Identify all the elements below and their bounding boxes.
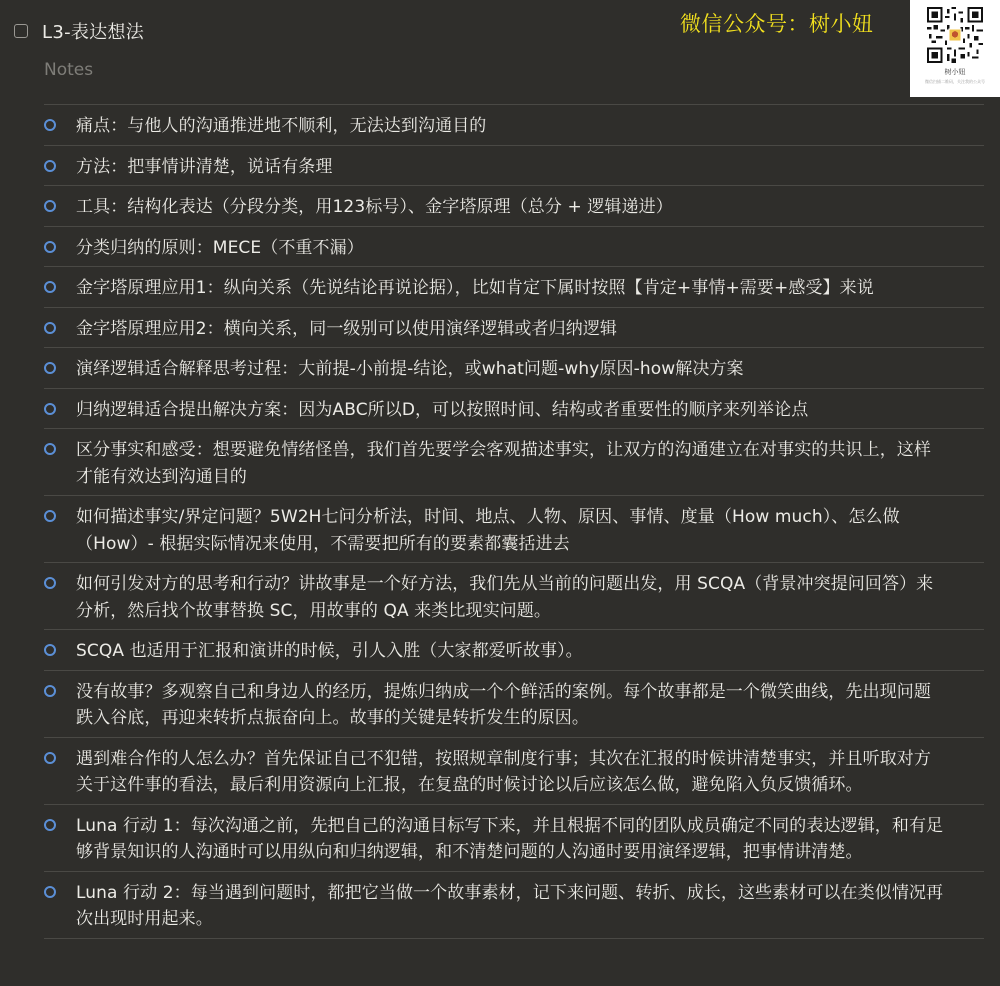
list-item-text[interactable]: 方法：把事情讲清楚，说话有条理 [76, 156, 333, 177]
list-item-text[interactable]: Luna 行动 2：每当遇到问题时，都把它当做一个故事素材，记下来问题、转折、成长，这些素材可以在类似情况再次出现时用起来。 [76, 882, 944, 929]
list-item [44, 388, 984, 429]
notes-field[interactable]: Notes [44, 60, 94, 80]
list-item-text[interactable]: Luna 行动 1：每次沟通之前，先把自己的沟通目标写下来，并且根据不同的团队成员确定不同的表达逻辑，和有足够背景知识的人沟通时可以用纵向和归纳逻辑，和不清楚问题的人沟通时要用演绎逻辑，把事情讲清楚。 [76, 815, 944, 862]
list-item [44, 804, 984, 871]
list-item-text[interactable]: 没有故事？多观察自己和身边人的经历，提炼归纳成一个个鲜活的案例。每个故事都是一个微笑曲线，先出现问题跌入谷底，再迎来转折点振奋向上。故事的关键是转折发生的原因。 [76, 681, 931, 728]
list-item [44, 428, 984, 495]
bullet-circle-icon[interactable] [44, 160, 56, 172]
qr-code-icon [927, 7, 983, 63]
bullet-circle-icon[interactable] [44, 644, 56, 656]
task-checkbox[interactable] [14, 24, 28, 38]
bullet-circle-icon[interactable] [44, 752, 56, 764]
qr-caption: 微信扫描二维码，关注我的公众号 [925, 79, 985, 84]
bullet-circle-icon[interactable] [44, 200, 56, 212]
qr-code-card [910, 0, 1000, 97]
bullet-circle-icon[interactable] [44, 281, 56, 293]
list-item-text[interactable]: SCQA 也适用于汇报和演讲的时候，引人入胜（大家都爱听故事）。 [76, 641, 583, 661]
bullet-circle-icon[interactable] [44, 443, 56, 455]
list-item [44, 145, 984, 186]
bullet-circle-icon[interactable] [44, 577, 56, 589]
list-item [44, 307, 984, 348]
wechat-watermark: 微信公众号：树小妞 [680, 12, 874, 36]
bullet-circle-icon[interactable] [44, 886, 56, 898]
list-item-text[interactable]: 如何描述事实/界定问题？5W2H七问分析法，时间、地点、人物、原因、事情、度量（How much）、怎么做（How）- 根据实际情况来使用，不需要把所有的要素都囊括进去 [76, 507, 900, 554]
list-item-text[interactable]: 区分事实和感受：想要避免情绪怪兽，我们首先要学会客观描述事实，让双方的沟通建立在对事实的共识上，这样才能有效达到沟通目的 [76, 440, 931, 487]
bullet-circle-icon[interactable] [44, 362, 56, 374]
list-item [44, 495, 984, 562]
list-item-text[interactable]: 如何引发对方的思考和行动？讲故事是一个好方法，我们先从当前的问题出发，用 SCQA（背景冲突提问回答）来分析，然后找个故事替换 SC，用故事的 QA 来类比现实问题。 [76, 574, 934, 621]
list-item-text[interactable]: 金字塔原理应用1：纵向关系（先说结论再说论据），比如肯定下属时按照【肯定+事情+需要+感受】来说 [76, 278, 874, 298]
list-item-text[interactable]: 遇到难合作的人怎么办？首先保证自己不犯错，按照规章制度行事；其次在汇报的时候讲清楚事实，并且听取对方关于这件事的看法，最后利用资源向上汇报，在复盘的时候讨论以后应该怎么做，避免陷入负反馈循环。 [76, 748, 931, 795]
bullet-circle-icon[interactable] [44, 322, 56, 334]
list-item [44, 562, 984, 629]
bullet-circle-icon[interactable] [44, 819, 56, 831]
list-item [44, 185, 984, 226]
list-item [44, 629, 984, 670]
qr-account-name: 树小妞 [944, 68, 966, 76]
list-item [44, 871, 984, 939]
list-item [44, 737, 984, 804]
bullet-circle-icon[interactable] [44, 403, 56, 415]
list-item [44, 104, 984, 145]
bullet-circle-icon[interactable] [44, 241, 56, 253]
list-item-text[interactable]: 工具：结构化表达（分段分类，用123标号）、金字塔原理（总分 + 逻辑递进） [76, 197, 673, 217]
task-title-row [14, 18, 144, 44]
list-item-text[interactable]: 归纳逻辑适合提出解决方案：因为ABC所以D，可以按照时间、结构或者重要性的顺序来列举论点 [76, 399, 809, 420]
list-item-text[interactable]: 分类归纳的原则：MECE（不重不漏） [76, 237, 364, 258]
list-item [44, 266, 984, 307]
list-item-text[interactable]: 痛点：与他人的沟通推进地不顺利，无法达到沟通目的 [76, 116, 487, 136]
list-item-text[interactable]: 金字塔原理应用2：横向关系，同一级别可以使用演绎逻辑或者归纳逻辑 [76, 318, 618, 339]
bullet-circle-icon[interactable] [44, 510, 56, 522]
bullet-circle-icon[interactable] [44, 685, 56, 697]
list-item [44, 226, 984, 267]
task-title[interactable]: L3-表达想法 [42, 22, 145, 43]
list-item [44, 347, 984, 388]
list-item-text[interactable]: 演绎逻辑适合解释思考过程：大前提-小前提-结论，或what问题-why原因-how解决方案 [76, 359, 744, 379]
bullet-circle-icon[interactable] [44, 119, 56, 131]
bullet-list [44, 104, 984, 939]
list-item [44, 670, 984, 737]
